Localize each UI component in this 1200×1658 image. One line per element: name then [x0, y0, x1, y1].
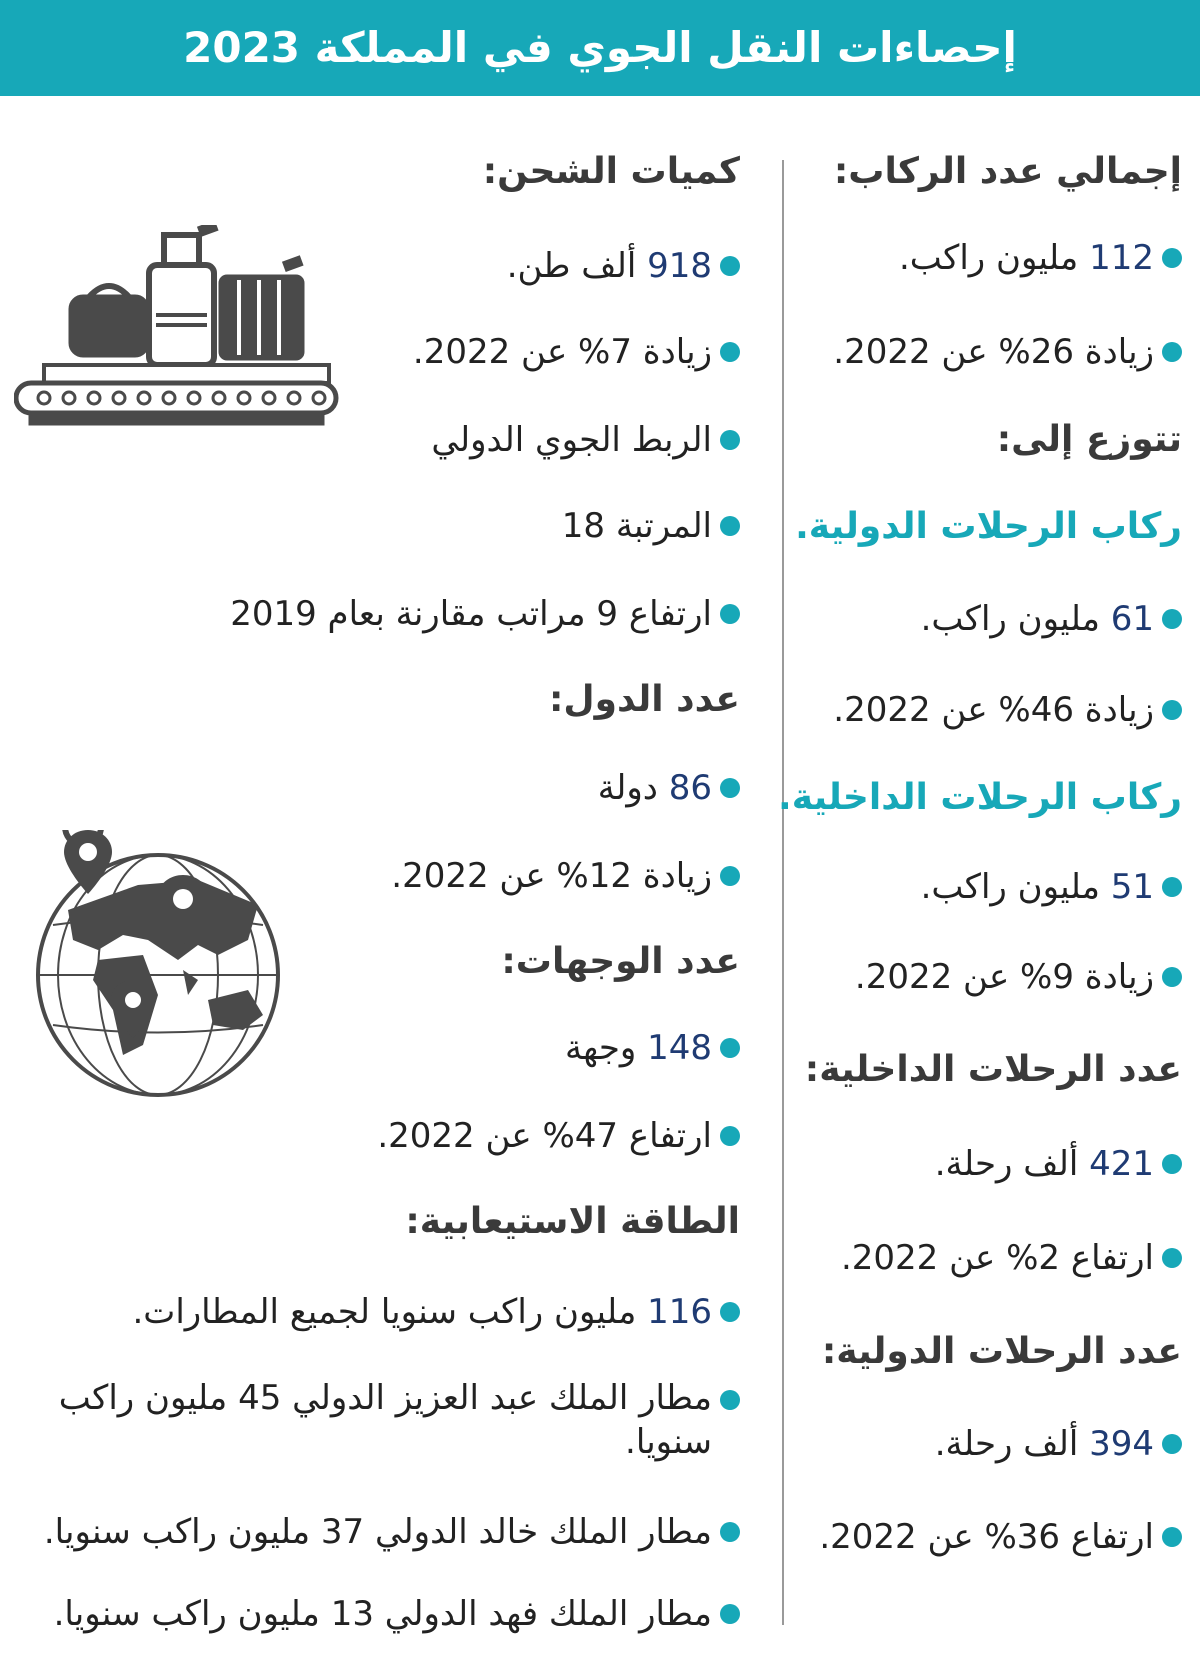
cargo-item	[507, 244, 740, 288]
bullet-icon	[1162, 1527, 1182, 1547]
rank-text: المرتبة 18	[561, 506, 712, 546]
dom-flights-growth-text: ارتفاع 2% عن 2022.	[840, 1238, 1154, 1278]
bullet-icon	[720, 1522, 740, 1542]
bullet-icon	[720, 604, 740, 624]
cargo-growth	[413, 330, 740, 374]
page-title: إحصاءات النقل الجوي في المملكة 2023	[183, 23, 1017, 72]
total-passengers-growth	[833, 330, 1182, 374]
bullet-icon	[720, 256, 740, 276]
intl-passengers-heading: ركاب الرحلات الدولية.	[795, 506, 1182, 547]
dom-passengers-growth-text: زيادة 9% عن 2022.	[854, 957, 1154, 997]
total-passengers-number: 112	[1089, 238, 1154, 278]
bullet-icon	[1162, 877, 1182, 897]
airport-2-text: مطار الملك خالد الدولي 37 مليون راكب سنويا.	[43, 1512, 712, 1552]
total-passengers-heading: إجمالي عدد الركاب:	[833, 151, 1182, 192]
bullet-icon	[1162, 609, 1182, 629]
distribution-heading: تتوزع إلى:	[996, 419, 1182, 460]
bullet-icon	[720, 1604, 740, 1624]
connectivity-item	[431, 418, 740, 462]
dom-passengers-growth	[855, 955, 1182, 999]
bullet-icon	[1162, 700, 1182, 720]
airport-1-item	[40, 1376, 740, 1464]
dom-flights-item	[935, 1142, 1182, 1186]
destinations-growth	[377, 1114, 740, 1158]
total-passengers-growth-text: زيادة 26% عن 2022.	[833, 332, 1154, 372]
bullet-icon	[720, 342, 740, 362]
capacity-item	[133, 1290, 741, 1334]
dom-passengers-text: مليون راكب.	[920, 867, 1100, 907]
intl-flights-growth	[819, 1515, 1182, 1559]
luggage-conveyor-icon	[14, 225, 344, 435]
intl-flights-number: 394	[1089, 1424, 1154, 1464]
countries-item	[598, 766, 740, 810]
bullet-icon	[720, 516, 740, 536]
total-passengers-text: مليون راكب.	[898, 238, 1079, 278]
countries-heading: عدد الدول:	[548, 679, 740, 720]
bullet-icon	[720, 778, 740, 798]
airport-3-text: مطار الملك فهد الدولي 13 مليون راكب سنويا.	[53, 1594, 712, 1634]
bullet-icon	[1162, 1248, 1182, 1268]
rank-change-text: ارتفاع 9 مراتب مقارنة بعام 2019	[230, 594, 712, 634]
bullet-icon	[1162, 342, 1182, 362]
bullet-icon	[720, 430, 740, 450]
bullet-icon	[720, 1390, 740, 1410]
bullet-icon	[1162, 1434, 1182, 1454]
destinations-text: وجهة	[564, 1028, 637, 1068]
intl-passengers-item	[921, 597, 1182, 641]
bullet-icon	[1162, 248, 1182, 268]
dom-flights-heading: عدد الرحلات الداخلية:	[804, 1049, 1182, 1090]
intl-flights-item	[935, 1422, 1182, 1466]
cargo-heading: كميات الشحن:	[482, 151, 740, 192]
bullet-icon	[1162, 1154, 1182, 1174]
dom-passengers-item	[921, 865, 1182, 909]
capacity-heading: الطاقة الاستيعابية:	[405, 1201, 740, 1242]
destinations-growth-text: ارتفاع 47% عن 2022.	[377, 1116, 712, 1156]
title-banner	[0, 0, 1200, 96]
destinations-heading: عدد الوجهات:	[501, 941, 740, 982]
countries-growth-text: زيادة 12% عن 2022.	[391, 856, 712, 896]
bullet-icon	[720, 1302, 740, 1322]
dom-flights-growth	[841, 1236, 1182, 1280]
destinations-number: 148	[647, 1028, 712, 1068]
dom-flights-number: 421	[1089, 1144, 1154, 1184]
intl-flights-growth-text: ارتفاع 36% عن 2022.	[819, 1517, 1154, 1557]
airport-2-item	[44, 1510, 740, 1554]
countries-number: 86	[668, 768, 712, 808]
intl-passengers-growth	[833, 688, 1182, 732]
rank-change-item	[230, 592, 740, 636]
bullet-icon	[1162, 967, 1182, 987]
cargo-text: ألف طن.	[506, 246, 637, 286]
bullet-icon	[720, 1038, 740, 1058]
airport-1-text: مطار الملك عبد العزيز الدولي 45 مليون راكب سنويا.	[58, 1378, 712, 1462]
intl-passengers-growth-text: زيادة 46% عن 2022.	[833, 690, 1154, 730]
countries-text: دولة	[597, 768, 658, 808]
dom-passengers-number: 51	[1110, 867, 1154, 907]
capacity-text: مليون راكب سنويا لجميع المطارات.	[132, 1292, 637, 1332]
connectivity-text: الربط الجوي الدولي	[431, 420, 712, 460]
dom-flights-text: ألف رحلة.	[934, 1144, 1079, 1184]
column-divider	[782, 160, 784, 1625]
capacity-number: 116	[647, 1292, 712, 1332]
dom-passengers-heading: ركاب الرحلات الداخلية.	[778, 777, 1182, 818]
intl-passengers-number: 61	[1110, 599, 1154, 639]
intl-flights-heading: عدد الرحلات الدولية:	[821, 1331, 1182, 1372]
total-passengers-item	[899, 236, 1182, 280]
globe-map-pins-icon	[28, 830, 288, 1100]
bullet-icon	[720, 866, 740, 886]
destinations-item	[565, 1026, 740, 1070]
airport-3-item	[54, 1592, 740, 1636]
cargo-growth-text: زيادة 7% عن 2022.	[412, 332, 712, 372]
bullet-icon	[720, 1126, 740, 1146]
intl-flights-text: ألف رحلة.	[934, 1424, 1079, 1464]
intl-passengers-text: مليون راكب.	[920, 599, 1100, 639]
countries-growth	[391, 854, 740, 898]
rank-item	[562, 504, 740, 548]
cargo-number: 918	[647, 246, 712, 286]
